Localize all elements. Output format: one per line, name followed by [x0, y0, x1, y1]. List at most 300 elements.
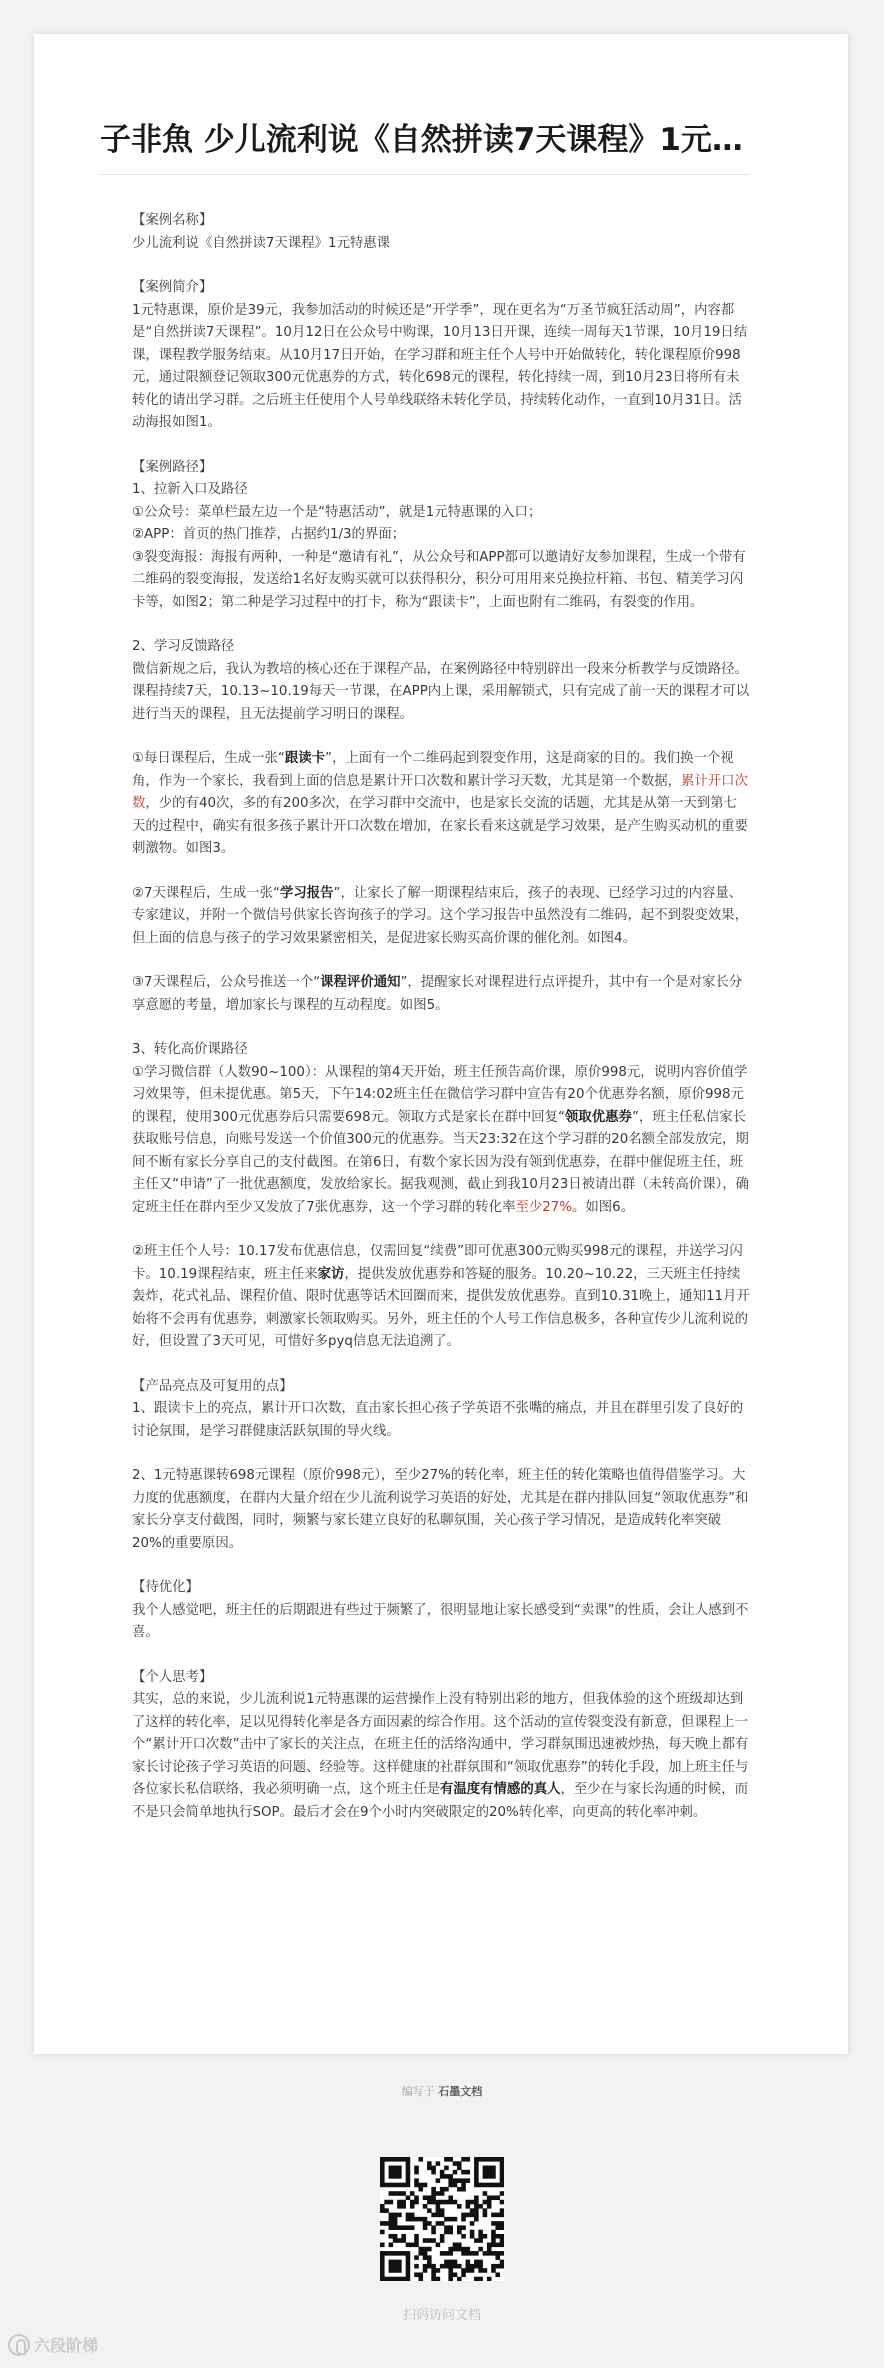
- qr-module: [431, 2264, 436, 2269]
- qr-module: [406, 2268, 411, 2273]
- qr-module: [448, 2264, 453, 2269]
- qr-module: [431, 2225, 436, 2230]
- qr-module: [453, 2243, 458, 2248]
- emphasis-text: 学习报告: [279, 885, 334, 901]
- qr-module: [389, 2183, 394, 2188]
- qr-module: [478, 2268, 483, 2273]
- qr-module: [457, 2166, 462, 2171]
- qr-module: [440, 2191, 445, 2196]
- section-heading: 【案例名称】: [132, 213, 213, 228]
- qr-module: [440, 2200, 445, 2205]
- qr-module: [474, 2174, 479, 2179]
- qr-module: [457, 2277, 462, 2281]
- qr-module: [431, 2277, 436, 2281]
- qr-module: [461, 2157, 466, 2162]
- written-with-note: 编写于 石墨文档: [401, 2085, 483, 2098]
- qr-module: [389, 2234, 394, 2239]
- qr-module: [478, 2183, 483, 2188]
- qr-module: [423, 2247, 428, 2252]
- qr-module: [423, 2217, 428, 2222]
- qr-module: [448, 2277, 453, 2281]
- qr-module: [401, 2191, 406, 2196]
- qr-module: [474, 2213, 479, 2218]
- qr-module: [406, 2260, 411, 2265]
- qr-module: [410, 2204, 415, 2209]
- qr-module: [461, 2187, 466, 2192]
- qr-caption: 扫码访问文档: [402, 2308, 481, 2323]
- qr-module: [491, 2230, 496, 2235]
- qr-module: [500, 2191, 504, 2196]
- qr-module: [393, 2221, 398, 2226]
- qr-module: [431, 2230, 436, 2235]
- qr-module: [380, 2157, 385, 2162]
- qr-module: [406, 2243, 411, 2248]
- qr-module: [431, 2187, 436, 2192]
- qr-module: [414, 2183, 419, 2188]
- qr-module: [491, 2157, 496, 2162]
- qr-module: [470, 2230, 475, 2235]
- qr-module: [478, 2247, 483, 2252]
- qr-module: [418, 2187, 423, 2192]
- subheading: 2、学习反馈路径: [132, 639, 235, 654]
- qr-module: [495, 2264, 500, 2269]
- qr-module: [440, 2213, 445, 2218]
- qr-module: [401, 2225, 406, 2230]
- qr-module: [474, 2277, 479, 2281]
- qr-module: [457, 2264, 462, 2269]
- qr-module: [495, 2195, 500, 2200]
- qr-module: [448, 2260, 453, 2265]
- qr-module: [470, 2234, 475, 2239]
- qr-module: [397, 2174, 402, 2179]
- qr-module: [431, 2191, 436, 2196]
- qr-module: [466, 2200, 471, 2205]
- qr-module: [414, 2195, 419, 2200]
- section-heading: 【待优化】: [132, 1580, 199, 1595]
- qr-module: [483, 2200, 488, 2205]
- qr-module: [410, 2213, 415, 2218]
- qr-module: [448, 2217, 453, 2222]
- qr-module: [461, 2170, 466, 2175]
- qr-module: [491, 2183, 496, 2188]
- qr-module: [500, 2251, 504, 2256]
- qr-module: [401, 2238, 406, 2243]
- qr-module: [474, 2260, 479, 2265]
- qr-module: [500, 2174, 504, 2179]
- qr-module: [414, 2200, 419, 2205]
- qr-module: [495, 2243, 500, 2248]
- qr-module: [393, 2260, 398, 2265]
- qr-module: [436, 2208, 441, 2213]
- qr-module: [380, 2208, 385, 2213]
- qr-module: [423, 2255, 428, 2260]
- highlight-text: 至少27%: [515, 1199, 573, 1215]
- qr-module: [436, 2178, 441, 2183]
- paragraph: 1、跟读卡上的亮点，累计开口次数，直击家长担心孩子学英语不张嘴的痛点，并且在群里引发了良好的讨论氛围，是学习群健康活跃氛围的导火线。: [132, 1401, 744, 1439]
- qr-module: [397, 2238, 402, 2243]
- qr-module: [461, 2234, 466, 2239]
- qr-module: [483, 2234, 488, 2239]
- qr-module: [423, 2238, 428, 2243]
- qr-module: [423, 2195, 428, 2200]
- qr-module: [453, 2272, 458, 2277]
- qr-module: [393, 2191, 398, 2196]
- qr-module: [487, 2166, 492, 2171]
- qr-module: [487, 2251, 492, 2256]
- qr-module: [389, 2157, 394, 2162]
- qr-module: [483, 2191, 488, 2196]
- qr-module: [487, 2157, 492, 2162]
- qr-module: [393, 2170, 398, 2175]
- qr-module: [500, 2166, 504, 2171]
- qr-module: [414, 2243, 419, 2248]
- qr-module: [436, 2277, 441, 2281]
- qr-module: [431, 2166, 436, 2171]
- qr-module: [453, 2200, 458, 2205]
- qr-module: [393, 2166, 398, 2171]
- qr-module: [401, 2157, 406, 2162]
- watermark: 六段阶梯: [8, 2333, 98, 2356]
- qr-module: [478, 2234, 483, 2239]
- qr-module: [440, 2221, 445, 2226]
- paragraph: ②班主任个人号：10.17发布优惠信息，仅需回复“续费”即可优惠300元购买998元的课程，并送学习闪卡。10.19课程结束，班主任来家访，提供发放优惠券和答疑的服务。10.20~10.22，三天班主任持续轰炸，花式礼品、课程价值、限时优惠等话术回圈而来，提供发放优惠券。直到10.31晚上，通知11月开始将不会再有优惠券，刺激家长领取购买。另外，班主任的个人号工作信息极多，各种宣传少儿流利说的好，但设置了3天可见，可惜好多pyq信息无法追溯了。: [132, 1244, 750, 1349]
- qr-module: [380, 2174, 385, 2179]
- qr-module: [406, 2277, 411, 2281]
- qr-module: [423, 2225, 428, 2230]
- qr-module: [423, 2221, 428, 2226]
- qr-module: [397, 2170, 402, 2175]
- paragraph: 1元特惠课，原价是39元，我参加活动的时候还是“开学季”，现在更名为“万圣节疯狂活动周”，内容都是“自然拼读7天课程”。10月12日在公众号中购课，10月13日开课，连续一周每天1节课，10月19日结课，课程教学服务结束。从10月17日开始，在学习群和班主任个人号中开始做转化，转化课程原价998元，通过限额登记领取300元优惠券的方式，转化698元的课程，转化持续一周，到10月23日将所有未转化的请出学习群。之后班主任使用个人号单线联络未转化学员，持续转化动作，一直到10月31日。活动海报如图1。: [132, 302, 748, 430]
- qr-module: [448, 2251, 453, 2256]
- qr-module: [453, 2170, 458, 2175]
- qr-module: [444, 2264, 449, 2269]
- paragraph: 2、1元特惠课转698元课程（原价998元），至少27%的转化率，班主任的转化策略也值得借鉴学习。大力度的优惠额度，在群内大量介绍在少儿流利说学习英语的好处，尤其是在群内排队回复“领取优惠券”和家长分享支付截图，同时，频繁与家长建立良好的私聊氛围，关心孩子学习情况，是造成转化率突破20%的重要原因。: [132, 1468, 749, 1551]
- qr-module: [397, 2260, 402, 2265]
- qr-module: [440, 2208, 445, 2213]
- paragraph: ③裂变海报：海报有两种，一种是“邀请有礼”，从公众号和APP都可以邀请好友参加课程，生成一个带有二维码的裂变海报，发送给1名好友购买就可以获得积分，积分可用用来兑换拉杆箱、书包、精美学习闪卡等，如图2；第二种是学习过程中的打卡，称为“跟读卡”，上面也附有二维码，有裂变的作用。: [132, 549, 746, 610]
- qr-module: [483, 2268, 488, 2273]
- qr-module: [453, 2183, 458, 2188]
- qr-module: [478, 2264, 483, 2269]
- qr-module: [474, 2264, 479, 2269]
- qr-module: [491, 2174, 496, 2179]
- qr-module: [397, 2204, 402, 2209]
- qr-module: [487, 2174, 492, 2179]
- qr-module: [491, 2251, 496, 2256]
- subheading: 1、拉新入口及路径: [132, 482, 248, 497]
- qr-module: [431, 2200, 436, 2205]
- paragraph: ③7天课程后，公众号推送一个“课程评价通知”，提醒家长对课程进行点评提升，其中有一个是对家长分享意愿的考量，增加家长与课程的互动程度。如图5。: [132, 975, 743, 1013]
- qr-module: [418, 2272, 423, 2277]
- qr-module: [414, 2264, 419, 2269]
- qr-module: [436, 2161, 441, 2166]
- qr-module: [470, 2208, 475, 2213]
- paragraph: 微信新规之后，我认为教培的核心还在于课程产品，在案例路径中特别辟出一段来分析教学与反馈路径。课程持续7天，10.13~10.19每天一节课，在APP内上课，采用解锁式，只有完成了前一天的课程才可以进行当天的课程，且无法提前学习明日的课程。: [132, 661, 750, 722]
- qr-module: [393, 2264, 398, 2269]
- qr-module: [397, 2277, 402, 2281]
- qr-module: [474, 2217, 479, 2222]
- qr-module: [500, 2221, 504, 2226]
- qr-module: [474, 2208, 479, 2213]
- emphasis-text: 有温度有情感的真人: [439, 1782, 561, 1797]
- qr-module: [389, 2251, 394, 2256]
- qr-module: [448, 2230, 453, 2235]
- qr-module: [406, 2251, 411, 2256]
- qr-module: [389, 2217, 394, 2222]
- qr-module: [431, 2170, 436, 2175]
- qr-module: [401, 2200, 406, 2205]
- qr-module: [389, 2213, 394, 2218]
- qr-module: [478, 2277, 483, 2281]
- qr-module: [406, 2157, 411, 2162]
- qr-module: [466, 2251, 471, 2256]
- qr-module: [406, 2272, 411, 2277]
- qr-module: [380, 2166, 385, 2171]
- qr-module: [397, 2191, 402, 2196]
- qr-module: [491, 2170, 496, 2175]
- qr-module: [466, 2170, 471, 2175]
- qr-module: [389, 2200, 394, 2205]
- qr-module: [491, 2264, 496, 2269]
- qr-module: [406, 2161, 411, 2166]
- shimo-docs-link[interactable]: 石墨文档: [438, 2085, 483, 2098]
- qr-module: [384, 2200, 389, 2205]
- qr-module: [495, 2251, 500, 2256]
- qr-module: [397, 2268, 402, 2273]
- qr-module: [397, 2264, 402, 2269]
- qr-module: [384, 2157, 389, 2162]
- qr-module: [440, 2264, 445, 2269]
- qr-module: [487, 2200, 492, 2205]
- qr-module: [427, 2255, 432, 2260]
- qr-module: [500, 2225, 504, 2230]
- qr-module: [427, 2161, 432, 2166]
- qr-module: [397, 2200, 402, 2205]
- qr-module: [453, 2161, 458, 2166]
- qr-module: [491, 2221, 496, 2226]
- qr-module: [410, 2243, 415, 2248]
- paragraph: ②APP：首页的热门推荐，占据约1/3的界面；: [132, 527, 406, 542]
- qr-module: [423, 2268, 428, 2273]
- document-body: [132, 210, 750, 1824]
- qr-module: [491, 2243, 496, 2248]
- qr-module: [495, 2234, 500, 2239]
- qr-module: [397, 2157, 402, 2162]
- qr-module: [474, 2195, 479, 2200]
- qr-module: [500, 2208, 504, 2213]
- qr-module: [401, 2277, 406, 2281]
- qr-module: [380, 2178, 385, 2183]
- title-divider: [100, 174, 750, 175]
- document-title: 子非魚 少儿流利说《自然拼读7天课程》1元…: [100, 122, 743, 158]
- qr-module: [491, 2213, 496, 2218]
- qr-module: [483, 2183, 488, 2188]
- qr-module: [500, 2238, 504, 2243]
- qr-module: [483, 2174, 488, 2179]
- qr-module: [457, 2243, 462, 2248]
- qr-module: [483, 2208, 488, 2213]
- qr-module: [487, 2170, 492, 2175]
- qr-module: [393, 2238, 398, 2243]
- qr-module: [427, 2247, 432, 2252]
- qr-module: [461, 2217, 466, 2222]
- qr-module: [495, 2272, 500, 2277]
- qr-module: [389, 2264, 394, 2269]
- qr-module: [380, 2183, 385, 2188]
- qr-module: [380, 2221, 385, 2226]
- qr-module: [406, 2255, 411, 2260]
- qr-module: [448, 2157, 453, 2162]
- qr-module: [461, 2251, 466, 2256]
- qr-module: [457, 2161, 462, 2166]
- qr-module: [380, 2230, 385, 2235]
- qr-module: [466, 2268, 471, 2273]
- qr-module: [393, 2234, 398, 2239]
- qr-module: [406, 2217, 411, 2222]
- qr-module: [444, 2225, 449, 2230]
- qr-module: [427, 2221, 432, 2226]
- qr-module: [440, 2170, 445, 2175]
- qr-module: [401, 2183, 406, 2188]
- qr-module: [483, 2157, 488, 2162]
- qr-module: [466, 2178, 471, 2183]
- qr-module: [397, 2166, 402, 2171]
- qr-module: [406, 2183, 411, 2188]
- qr-module: [414, 2166, 419, 2171]
- qr-module: [427, 2238, 432, 2243]
- qr-module: [380, 2260, 385, 2265]
- qr-module: [393, 2183, 398, 2188]
- qr-module: [389, 2277, 394, 2281]
- qr-module: [461, 2268, 466, 2273]
- qr-module: [466, 2260, 471, 2265]
- qr-module: [393, 2213, 398, 2218]
- section-heading: 【案例路径】: [132, 459, 213, 475]
- qr-module: [500, 2234, 504, 2239]
- qr-module: [448, 2200, 453, 2205]
- qr-module: [380, 2204, 385, 2209]
- qr-module: [500, 2170, 504, 2175]
- qr-module: [427, 2200, 432, 2205]
- paragraph: ①每日课程后，生成一张“跟读卡”，上面有一个二维码起到裂变作用，这是商家的目的。我们换一个视角，作为一个家长，我看到上面的信息是累计开口次数和累计学习天数，尤其是第一个数据，累计开口次数，少的有40次，多的有200多次，在学习群中交流中，也是家长交流的话题，尤其是从第一天到第七天的过程中，确实有很多孩子累计开口次数在增加，在家长看来这就是学习效果，是产生购买动机的重要刺激物。如图3。: [132, 751, 748, 856]
- emphasis-text: 跟读卡: [284, 751, 326, 766]
- qr-module: [500, 2243, 504, 2248]
- qr-module: [470, 2200, 475, 2205]
- qr-module: [427, 2208, 432, 2213]
- qr-module: [401, 2234, 406, 2239]
- paragraph: 其实，总的来说，少儿流利说1元特惠课的运营操作上没有特别出彩的地方，但我体验的这个班级却达到了这样的转化率，足以见得转化率是各方面因素的综合作用。这个活动的宣传裂变没有新意，但课程上一个“累计开口次数”击中了家长的关注点，在班主任的活络沟通中，学习群氛围迅速被炒热，每天晚上都有家长讨论孩子学习英语的问题、经验等。这样健康的社群氛围和“领取优惠券”的转化手段，加上班主任与各位家长私信联络，我必须明确一点，这个班主任是有温度有情感的真人，至少在与家长沟通的时候，而不是只会简单地执行SOP。最后才会在9个小时内突破限定的20%转化率，向更高的转化率冲刺。: [132, 1692, 749, 1820]
- qr-module: [406, 2174, 411, 2179]
- qr-module: [474, 2200, 479, 2205]
- qr-module: [384, 2221, 389, 2226]
- qr-module: [500, 2264, 504, 2269]
- qr-module: [397, 2251, 402, 2256]
- qr-module: [478, 2157, 483, 2162]
- qr-module: [393, 2277, 398, 2281]
- qr-module: [478, 2238, 483, 2243]
- emphasis-text: 领取优惠券: [565, 1109, 632, 1125]
- qr-module: [380, 2170, 385, 2175]
- qr-module: [474, 2238, 479, 2243]
- qr-module: [444, 2230, 449, 2235]
- qr-module: [414, 2170, 419, 2175]
- qr-module: [389, 2221, 394, 2226]
- qr-module: [431, 2272, 436, 2277]
- qr-module: [401, 2251, 406, 2256]
- qr-module: [483, 2213, 488, 2218]
- qr-module: [487, 2195, 492, 2200]
- qr-module: [487, 2277, 492, 2281]
- qr-module: [423, 2251, 428, 2256]
- qr-module: [500, 2213, 504, 2218]
- qr-module: [418, 2251, 423, 2256]
- paragraph: ②7天课程后，生成一张“学习报告”，让家长了解一期课程结束后，孩子的表现、已经学习过的内容量、专家建议，并附一个微信号供家长咨询孩子的学习。这个学习报告中虽然没有二维码，起不到裂变效果，但上面的信息与孩子的学习效果紧密相关，是促进家长购买高价课的催化剂。如图4。: [132, 885, 748, 946]
- qr-module: [453, 2217, 458, 2222]
- qr-module: [495, 2225, 500, 2230]
- qr-module: [393, 2157, 398, 2162]
- qr-module: [457, 2178, 462, 2183]
- emphasis-text: 课程评价通知: [320, 975, 401, 990]
- qr-module: [436, 2268, 441, 2273]
- qr-module: [384, 2208, 389, 2213]
- qr-module: [495, 2157, 500, 2162]
- qr-module: [461, 2272, 466, 2277]
- section-heading: 【产品亮点及可复用的点】: [132, 1378, 293, 1394]
- qr-module: [448, 2247, 453, 2252]
- qr-module: [444, 2217, 449, 2222]
- qr-module: [491, 2166, 496, 2171]
- qr-module: [461, 2225, 466, 2230]
- qr-module: [483, 2166, 488, 2171]
- qr-module: [397, 2225, 402, 2230]
- qr-module: [436, 2191, 441, 2196]
- qr-module: [478, 2260, 483, 2265]
- qr-module: [380, 2251, 385, 2256]
- qr-module: [500, 2183, 504, 2188]
- qr-module: [397, 2213, 402, 2218]
- qr-module: [436, 2204, 441, 2209]
- qr-module: [423, 2204, 428, 2209]
- qr-module: [448, 2268, 453, 2273]
- qr-module: [440, 2238, 445, 2243]
- qr-module: [491, 2238, 496, 2243]
- qr-module: [487, 2243, 492, 2248]
- qr-module: [448, 2225, 453, 2230]
- qr-module: [461, 2178, 466, 2183]
- qr-module: [431, 2268, 436, 2273]
- paragraph: ①公众号：菜单栏最左边一个是“特惠活动”，就是1元特惠课的入口；: [132, 504, 542, 520]
- paragraph: ①学习微信群（人数90~100）：从课程的第4天开始，班主任预告高价课，原价998元，说明内容价值学习效果等，但未提优惠。第5天，下午14:02班主任在微信学习群中宣告有20个优惠券名额，原价998元的课程，使用300元优惠券后只需要698元。领取方式是家长在群中回复“领取优惠券”，班主任私信家长获取账号信息，向账号发送一个价值300元的优惠券。当天23:32在这个学习群的20名额全部发放完，期间不断有家长分享自己的支付截图。在第6日，有数个家长因为没有领到优惠券，在群中催促班主任，班主任又“申请”了一批优惠额度，发放给家长。据我观测，截止到我10月23日被请出群（未转高价课），确定班主任在群内至少又发放了7张优惠券，这一个学习群的转化率至少27%。如图6。: [132, 1064, 750, 1215]
- qr-module: [427, 2264, 432, 2269]
- qr-module: [483, 2170, 488, 2175]
- qr-module: [427, 2195, 432, 2200]
- qr-module: [440, 2251, 445, 2256]
- qr-module: [500, 2260, 504, 2265]
- qr-module: [380, 2272, 385, 2277]
- qr-module: [470, 2251, 475, 2256]
- qr-module: [440, 2174, 445, 2179]
- qr-module: [414, 2255, 419, 2260]
- qr-module: [440, 2234, 445, 2239]
- qr-module: [474, 2161, 479, 2166]
- qr-module: [427, 2166, 432, 2171]
- qr-module: [406, 2213, 411, 2218]
- qr-module: [466, 2213, 471, 2218]
- qr-module: [418, 2277, 423, 2281]
- qr-module: [491, 2234, 496, 2239]
- qr-module: [410, 2217, 415, 2222]
- qr-module: [406, 2195, 411, 2200]
